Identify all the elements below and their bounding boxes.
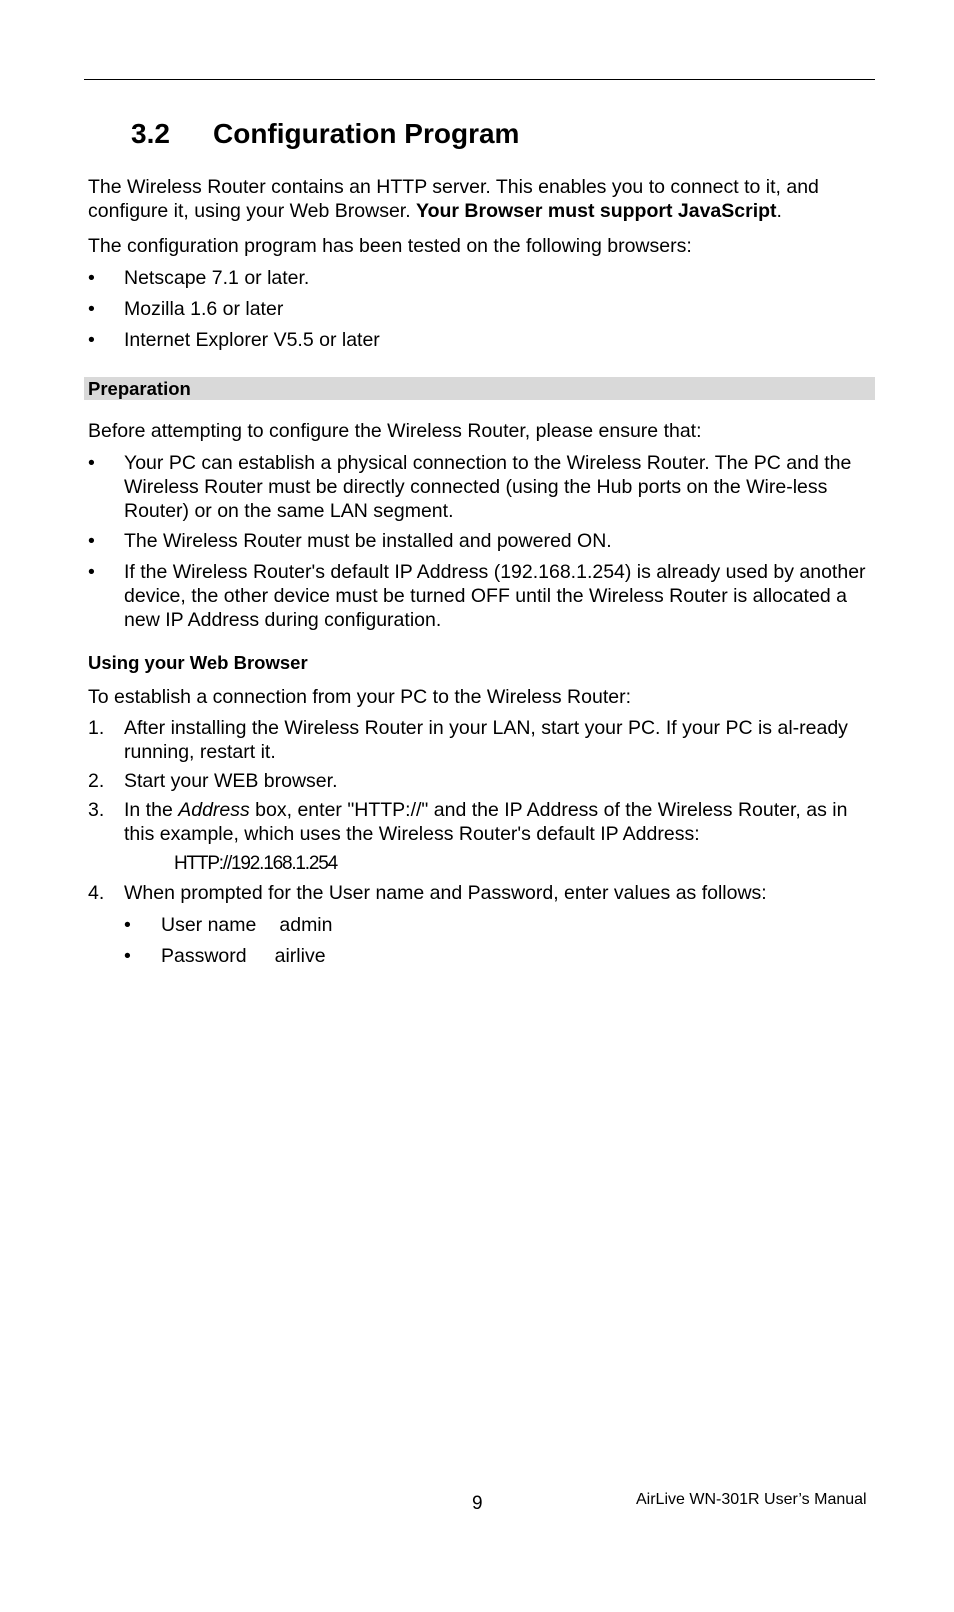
browser-item: Mozilla 1.6 or later: [124, 298, 284, 320]
bullet-marker: •: [88, 561, 95, 583]
credential-item: [124, 913, 824, 937]
example-url: HTTP://192.168.1.254: [174, 853, 337, 874]
list-item: [88, 297, 878, 321]
intro-paragraph: [88, 175, 878, 223]
bullet-marker: •: [88, 329, 95, 351]
browser-item: Netscape 7.1 or later.: [124, 267, 310, 289]
list-item: [88, 529, 878, 553]
step-number: 1.: [88, 717, 105, 739]
preparation-item: The Wireless Router must be installed and powered ON.: [124, 530, 612, 552]
step-text: When prompted for the User name and Password, enter values as follows:: [124, 882, 767, 904]
intro-bold-text: Your Browser must support JavaScript: [416, 200, 777, 222]
bullet-marker: •: [88, 298, 95, 320]
credential-item: [124, 944, 824, 968]
list-item: [88, 328, 878, 352]
preparation-item: Your PC can establish a physical connection to the Wireless Router. The PC and the Wireless Router must be directly connected (using the Hub ports on the Wire-less Router) or on the same LAN segment.: [124, 452, 852, 522]
step-item: [88, 881, 878, 905]
preparation-heading-band: [84, 377, 875, 400]
footer-manual-title: AirLive WN-301R User’s Manual: [636, 1491, 867, 1508]
preparation-intro: Before attempting to configure the Wireless Router, please ensure that:: [88, 420, 702, 442]
step-text: After installing the Wireless Router in your LAN, start your PC. If your PC is al-ready running, restart it.: [124, 717, 848, 763]
credential-label: User name: [161, 914, 257, 936]
bullet-marker: •: [88, 452, 95, 474]
step-number: 4.: [88, 882, 105, 904]
credential-value: airlive: [274, 945, 326, 967]
step-number: 3.: [88, 799, 105, 821]
credential-value: admin: [279, 914, 333, 936]
browser-item: Internet Explorer V5.5 or later: [124, 329, 380, 351]
bullet-marker: •: [88, 530, 95, 552]
header-rule: [84, 79, 875, 80]
page-number: 9: [472, 1493, 483, 1514]
address-box-term: Address: [178, 799, 250, 821]
credential-line: [161, 944, 824, 968]
credential-line: [161, 913, 824, 937]
step-text-after: box, enter "HTTP://" and the IP Address of the Wireless Router, as in this example, which uses the Wireless Router's default IP Address:: [124, 799, 848, 845]
step-text-before: In the: [124, 799, 179, 821]
list-item: [88, 451, 878, 523]
intro-text: The Wireless Router contains an HTTP server. This enables you to connect to it, and configure it, using your Web Browser.: [88, 176, 819, 222]
preparation-item: If the Wireless Router's default IP Address (192.168.1.254) is already used by another device, the other device must be turned OFF until the Wireless Router is allocated a new IP Address during configuration.: [124, 561, 866, 631]
intro-end: .: [776, 200, 782, 222]
step-item: [88, 769, 878, 793]
bullet-marker: •: [88, 267, 95, 289]
section-title-text: Configuration Program: [213, 118, 520, 149]
tested-browsers-text: The configuration program has been tested on the following browsers:: [88, 235, 692, 257]
web-browser-intro: To establish a connection from your PC to the Wireless Router:: [88, 686, 631, 708]
step-number: 2.: [88, 770, 105, 792]
bullet-marker: •: [124, 945, 131, 967]
preparation-heading: Preparation: [88, 378, 191, 399]
section-title: [131, 115, 519, 153]
step-text: [124, 798, 878, 846]
section-number: 3.2: [131, 118, 170, 149]
bullet-marker: •: [124, 914, 131, 936]
step-item: [88, 716, 878, 764]
web-browser-heading: Using your Web Browser: [88, 652, 308, 673]
credential-label: Password: [161, 945, 247, 967]
step-text: Start your WEB browser.: [124, 770, 338, 792]
list-item: [88, 560, 878, 632]
step-item: [88, 798, 878, 846]
list-item: [88, 266, 878, 290]
